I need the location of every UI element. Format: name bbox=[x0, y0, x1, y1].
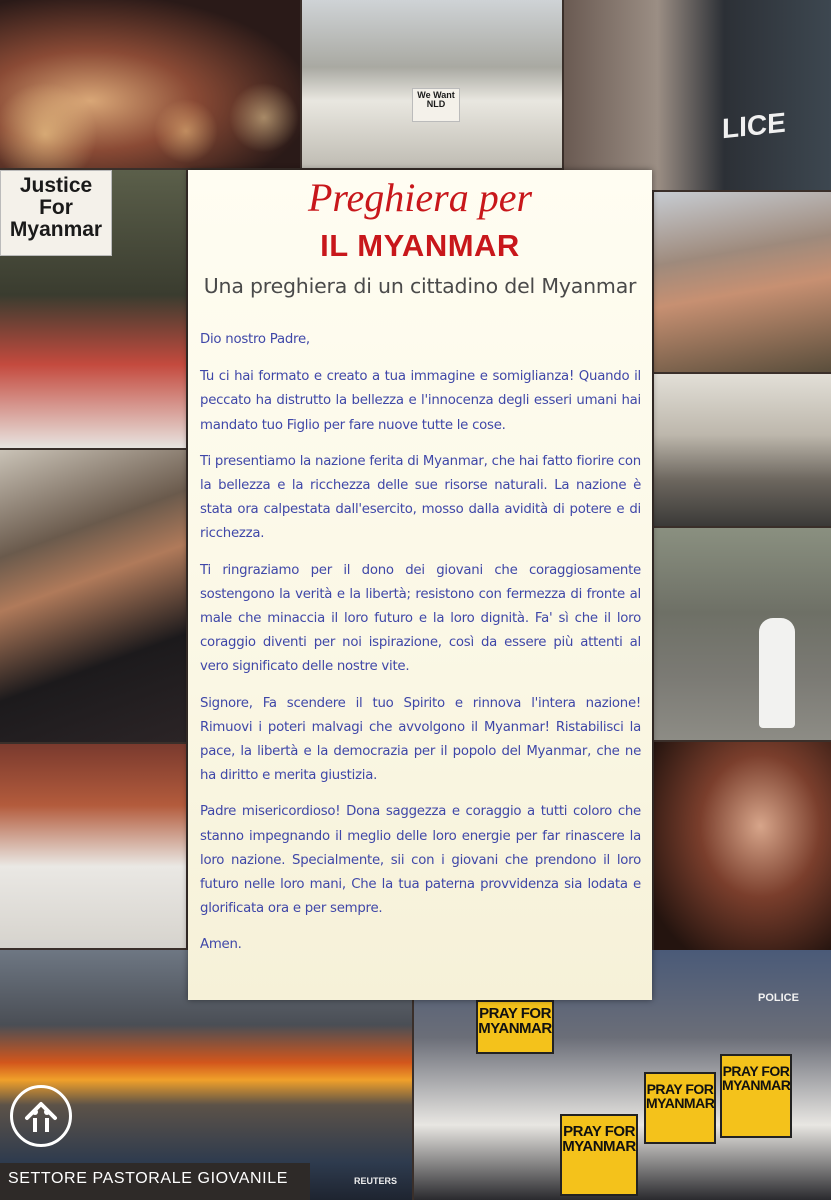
photo-protesters-crouching bbox=[654, 374, 831, 526]
sign-pray-for-myanmar-2: PRAY FOR MYANMAR bbox=[560, 1114, 638, 1196]
sign-justice-line3: Myanmar bbox=[9, 218, 103, 242]
sign-justice-for-myanmar bbox=[0, 170, 112, 256]
photo-candle-women bbox=[654, 742, 831, 952]
title-il-myanmar: IL MYANMAR bbox=[320, 228, 520, 263]
sign-pray-for-myanmar-1: PRAY FOR MYANMAR bbox=[476, 1000, 554, 1054]
photo-shouting-woman bbox=[654, 192, 831, 372]
photo-nuns-posters bbox=[0, 744, 186, 948]
prayer-body bbox=[200, 328, 641, 970]
watermark-reuters: REUTERS bbox=[354, 1176, 398, 1186]
photo-nuns-protest bbox=[302, 0, 562, 168]
pastoral-logo-glyph bbox=[13, 1088, 69, 1144]
photo-grieving-women bbox=[0, 450, 186, 742]
photo-candle-vigil bbox=[0, 0, 300, 168]
sign-police: LICE bbox=[722, 106, 786, 145]
prayer-card bbox=[188, 170, 652, 1000]
photo-justice-sign bbox=[0, 170, 186, 448]
sign-police-small: POLICE bbox=[758, 992, 799, 1004]
prayer-greeting: Dio nostro Padre, bbox=[200, 332, 310, 347]
prayer-paragraph-4: Signore, Fa scendere il tuo Spirito e rinnova l'intera nazione! Rimuovi i poteri malvagi che avvolgono il Myanmar! Ristabilisci la pace, la libertà e la democrazia per il popolo del Myanmar, che ne ha diritto e merita giustizia. bbox=[200, 695, 641, 784]
prayer-paragraph-1: Tu ci hai formato e creato a tua immagine e somiglianza! Quando il peccato ha distrutto la bellezza e l'innocenza degli esseri umani hai mandato tuo Figlio per fare nuove tutte le cose. bbox=[200, 369, 641, 433]
prayer-closing: Amen. bbox=[200, 937, 242, 953]
footer-label: SETTORE PASTORALE GIOVANILE bbox=[8, 1170, 288, 1187]
sign-justice-line1: Justice bbox=[19, 174, 93, 197]
pastoral-logo-icon bbox=[10, 1085, 72, 1147]
prayer-paragraph-5: Padre misericordioso! Dona saggezza e coraggio a tutti coloro che stanno impegnando il meglio delle loro energie per far rinascere la loro nazione. Specialmente, sii con i giovani che prendono il loro futuro nelle loro mani, Che la tua paterna provvidenza sia lodata e glorificata ora e per sempre. bbox=[200, 804, 641, 917]
title-preghiera-per: Preghiera per bbox=[307, 175, 533, 220]
prayer-paragraph-3: Ti ringraziamo per il dono dei giovani che coraggiosamente sostengono la verità e la libertà; resistono con fermezza di fronte al male che minaccia il loro futuro e la loro dignità. Fa' sì che il loro coraggio diventi per noi ispirazione, così da essere più attenti al vero significato delle nostre vite. bbox=[200, 562, 641, 675]
subtitle: Una preghiera di un cittadino del Myanmar bbox=[203, 274, 637, 298]
sign-we-want-nld: We Want NLD bbox=[412, 88, 460, 122]
sign-pray-for-myanmar-3: PRAY FOR MYANMAR bbox=[644, 1072, 716, 1144]
prayer-paragraph-2: Ti presentiamo la nazione ferita di Myanmar, che hai fatto fiorire con la bellezza e la ricchezza delle sue risorse naturali. La nazione è stata ora calpestata dall'esercito, mosso dalla avidità di potere e di ricchezza. bbox=[200, 453, 641, 542]
sign-justice-line2: For bbox=[39, 196, 73, 220]
photo-police-shields bbox=[564, 0, 831, 190]
sign-pray-for-myanmar-4: PRAY FOR MYANMAR bbox=[720, 1054, 792, 1138]
photo-nun-kneeling bbox=[654, 528, 831, 740]
